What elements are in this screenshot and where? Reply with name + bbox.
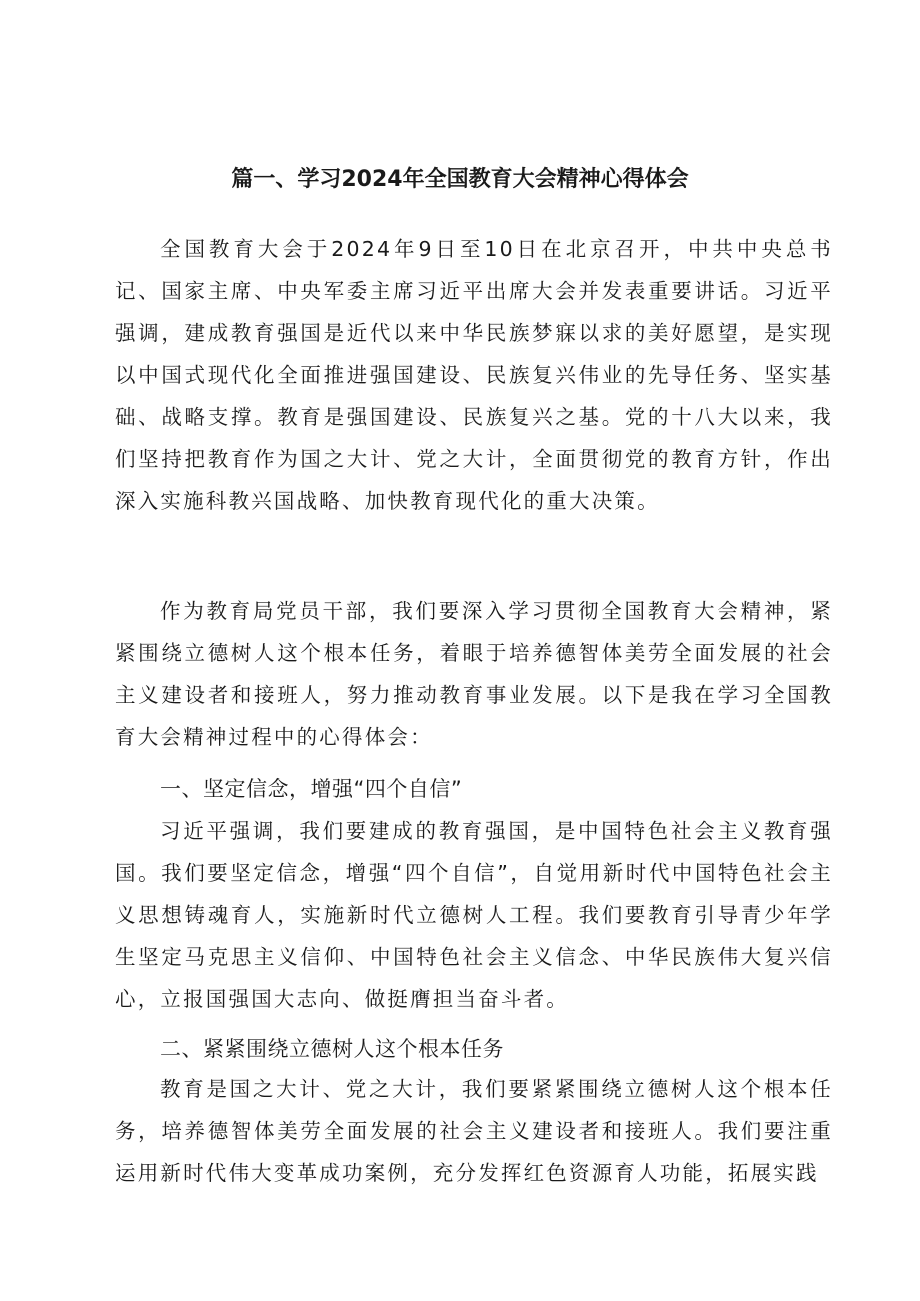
section-heading-2: 二、紧紧围绕立德树人这个根本任务 — [160, 1037, 504, 1061]
body-paragraph-section-2: 教育是国之大计、党之大计，我们要紧紧围绕立德树人这个根本任务，培养德智体美劳全面发展的社会主义建设者和接班人。我们要注重运用新时代伟大变革成功案例，充分发挥红色资源育人功能，拓展实践 — [115, 1077, 833, 1185]
body-paragraph-section-1: 习近平强调，我们要建成的教育强国，是中国特色社会主义教育强国。我们要坚定信念，增强“四个自信”，自觉用新时代中国特色社会主义思想铸魂育人，实施新时代立德树人工程。我们要教育引导青少年学生坚定马克思主义信仰、中国特色社会主义信念、中华民族伟大复兴信心，立报国强国大志向、做挺膺担当奋斗者。 — [115, 819, 833, 1011]
body-paragraph-opening: 作为教育局党员干部，我们要深入学习贯彻全国教育大会精神，紧紧围绕立德树人这个根本任务，着眼于培养德智体美劳全面发展的社会主义建设者和接班人，努力推动教育事业发展。以下是我在学习全国教育大会精神过程中的心得体会： — [115, 599, 833, 749]
section-heading-1: 一、坚定信念，增强“四个自信” — [160, 777, 463, 801]
document-title: 篇一、学习2024年全国教育大会精神心得体会 — [231, 167, 689, 192]
body-paragraph-intro: 全国教育大会于2024年9日至10日在北京召开，中共中央总书记、国家主席、中央军委主席习近平出席大会并发表重要讲话。习近平强调，建成教育强国是近代以来中华民族梦寐以求的美好愿望，是实现以中国式现代化全面推进强国建设、民族复兴伟业的先导任务、坚实基础、战略支撑。教育是强国建设、民族复兴之基。党的十八大以来，我们坚持把教育作为国之大计、党之大计，全面贯彻党的教育方针，作出深入实施科教兴国战略、加快教育现代化的重大决策。 — [115, 237, 833, 513]
